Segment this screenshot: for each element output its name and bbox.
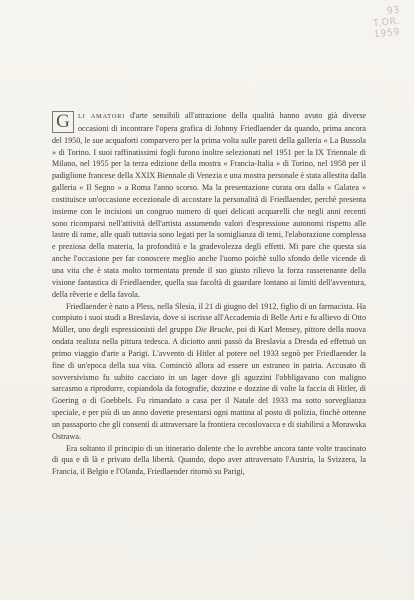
paragraph-1-text: d'arte sensibili all'attrazione della qualità hanno avuto già diverse occasioni di incontrare l'opera grafica di Johnny Friedlaender da quando, prima ancora del 1950, le sue acquaforti comparvero per la prima volta sulle pareti della galleria « La Bussola » di Torino. I suoi raffinatissimi fogli furono inoltre selezionati nel 1951 per la IX Triennale di Milano, nel 1955 per la terza edizione della mostra « Francia-Italia » di Torino, nel 1958 per il padiglione francese della XXIX Biennale di Venezia e una mostra personale è stata allestita dalla galleria « Il Segno » a Roma l'anno scorso. Ma la presentazione curata ora dalla « Galatea » costituisce un'occasione eccezionale di accostare la personalità di Friedlaender, perchè presenta insieme con le incisioni un congruo numero di quei delicati acquarelli che negli anni recenti sono ricomparsi nell'attività dell'artista assumendo valori d'espressione autonomi rispetto alle lastre di rame, alle quali tuttavia sono legati per la somiglianza di temi, l'elaborazione complessa e preziosa della materia, la profondità e la gradevolezza degli effetti. Mi pare che questa sia anche l'occasione per far conoscere meglio anche l'uomo poichè sullo sfondo delle vicende di una vita che è stata molto tormentata prende il suo giusto rilievo la forza rasserenante della visione fantastica di Friedlaender, quella sua facoltà di guardare lontano ai limiti dell'avventura, della rêverie e della favola.	[52, 111, 366, 299]
pencil-mark-location: T.OR.	[372, 15, 401, 30]
paragraph-2	[52, 301, 366, 443]
pencil-mark-number: 93	[386, 4, 401, 17]
group-name-italic: Die Brucke	[195, 325, 233, 335]
opening-smallcaps: LI AMATORI	[78, 113, 125, 120]
pencil-mark-year: 1959	[373, 26, 401, 41]
paragraph-1	[52, 110, 366, 301]
pencil-annotation	[373, 6, 400, 39]
drop-cap: G	[52, 111, 74, 133]
paragraph-3: Era soltanto il principio di un itinerario dolente che lo avrebbe ancora tante volte trascinato di qua e di là e privato della libertà. Quando, dopo aver attraversato l'Austria, la Svizzera, la Francia, il Belgio e l'Olanda, Friedlaender ritornò su Parigi,	[52, 443, 366, 477]
paragraph-2-text-b: , poi di Karl Mensey, pittore della nuova ondata realista nella pittura tedesca. A diciotto anni passò da Breslavia a Dresda ed effettuò un primo viaggio d'arte a Parigi. L'avvento di Hitler al potere nel 1933 segnò per Friedlaender la fine di un'epoca della sua vita. Cominciò allora ad essere un estraneo in patria. Accusato di sovversivismo fu subito cacciato in un lager dove gli aguzzini l'obbligavano con maligno sarcasmo a riprodurre, copiandola da fotografie, dozzine e dozzine di volte la faccia di Hitler, di Goering o di Goebbels. Fu rimandato a casa per il Natale del 1933 ma sotto sorveglianza speciale, e per più di un anno dovette presentarsi ogni mattina al posto di polizia, finchè ottenne un passaporto che gli consentì di attraversare la frontiera cecoslovacca e di stabilirsi a Morawska Ostrawa.	[52, 325, 367, 441]
paragraph-2-text-a: Friedlaender è nato a Pless, nella Slesia, il 21 di giugno del 1912, figlio di un farmacista. Ha compiuto i suoi studi a Breslavia, dove si iscrisse all'Accademia di Belle Arti e fu allievo di Otto Müller, uno degli espressionisti del gruppo	[52, 301, 366, 335]
article-body	[52, 110, 366, 478]
